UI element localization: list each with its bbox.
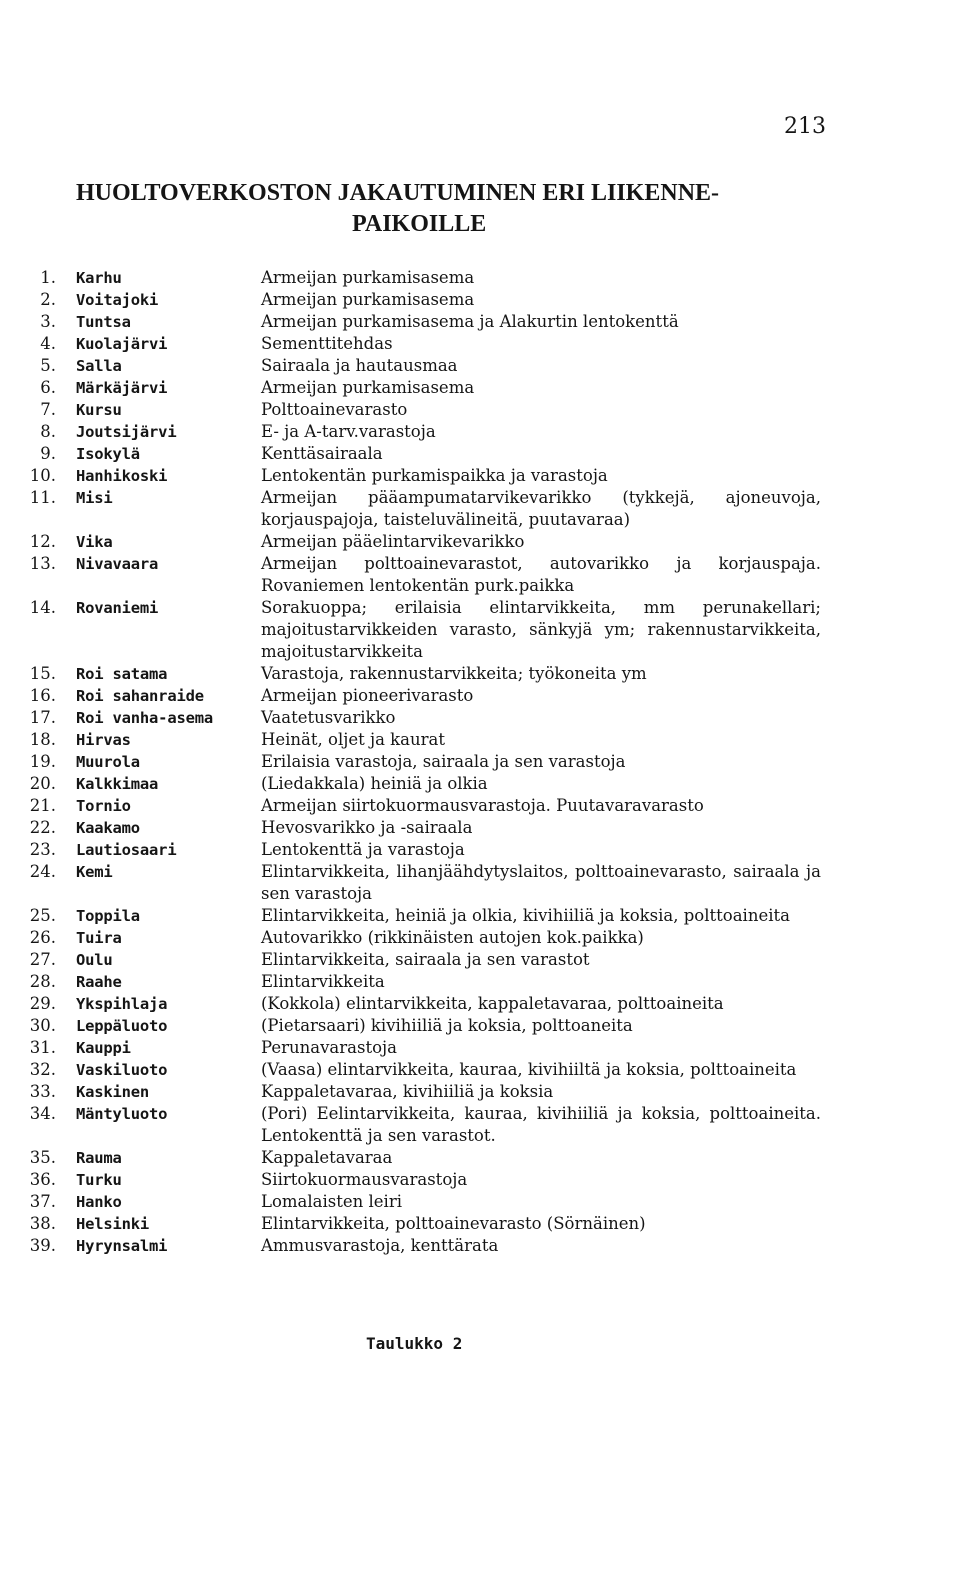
- entry-place: Hanko: [76, 1193, 122, 1211]
- entry-description: Kenttäsairaala: [261, 444, 383, 463]
- title-line-1: HUOLTOVERKOSTON JAKAUTUMINEN ERI LIIKENNE-: [76, 180, 720, 206]
- entry-place: Toppila: [76, 907, 140, 925]
- entry-place: Tuntsa: [76, 313, 131, 331]
- entry-number: 10.: [29, 466, 56, 485]
- entry-number: 31.: [29, 1038, 56, 1057]
- entry-place: Lautiosaari: [76, 841, 177, 859]
- entry-place: Tornio: [76, 797, 131, 815]
- entry-place: Nivavaara: [76, 555, 159, 573]
- entry-description: (Pietarsaari) kivihiiliä ja koksia, polttoaneita: [261, 1016, 633, 1035]
- entry-number: 26.: [29, 928, 56, 947]
- entry-number: 29.: [29, 994, 56, 1013]
- entry-description: Armeijan purkamisasema: [261, 290, 475, 309]
- entry-description: Heinät, oljet ja kaurat: [261, 730, 445, 749]
- entry-place: Misi: [76, 489, 113, 507]
- list-item: [0, 1081, 960, 1103]
- entry-number: 4.: [40, 334, 56, 353]
- entry-description: Armeijan pioneerivarasto: [261, 686, 474, 705]
- list-item: [0, 839, 960, 861]
- entry-number: 12.: [29, 532, 56, 551]
- entry-place: Mäntyluoto: [76, 1105, 168, 1123]
- entry-place: Isokylä: [76, 445, 140, 463]
- entry-number: 38.: [29, 1214, 56, 1233]
- list-item: [0, 355, 960, 377]
- list-item: [0, 377, 960, 399]
- entry-description: Lentokenttä ja varastoja: [261, 840, 465, 859]
- entry-description: Armeijan pääampumatarvikevarikko (tykkejä, ajoneuvoja, korjauspajoja, taisteluvälineitä, puutavaraa): [261, 488, 821, 529]
- list-item: [0, 1191, 960, 1213]
- entry-place: Hanhikoski: [76, 467, 168, 485]
- entry-description: Lomalaisten leiri: [261, 1192, 402, 1211]
- entry-description: Armeijan polttoainevarastot, autovarikko ja korjauspaja. Rovaniemen lentokentän purk.paikka: [261, 554, 821, 595]
- entry-number: 30.: [29, 1016, 56, 1035]
- list-item: [0, 421, 960, 443]
- list-item: [0, 1103, 960, 1147]
- entry-description: Elintarvikkeita: [261, 972, 385, 991]
- entry-description: Erilaisia varastoja, sairaala ja sen varastoja: [261, 752, 626, 771]
- entry-place: Roi sahanraide: [76, 687, 204, 705]
- entry-description: Ammusvarastoja, kenttärata: [261, 1236, 499, 1255]
- entry-description: (Kokkola) elintarvikkeita, kappaletavaraa, polttoaineita: [261, 994, 724, 1013]
- entry-number: 20.: [29, 774, 56, 793]
- list-item: [0, 729, 960, 751]
- entry-place: Oulu: [76, 951, 113, 969]
- entry-number: 32.: [29, 1060, 56, 1079]
- title-line-2: PAIKOILLE: [352, 211, 487, 237]
- entry-number: 16.: [29, 686, 56, 705]
- entry-place: Helsinki: [76, 1215, 150, 1233]
- entry-number: 34.: [29, 1104, 56, 1123]
- entry-place: Rovaniemi: [76, 599, 159, 617]
- list-item: [0, 1169, 960, 1191]
- entry-number: 5.: [40, 356, 56, 375]
- entry-number: 23.: [29, 840, 56, 859]
- entry-place: Rauma: [76, 1149, 122, 1167]
- entry-number: 22.: [29, 818, 56, 837]
- entry-number: 1.: [40, 268, 56, 287]
- list-item: [0, 465, 960, 487]
- entry-description: Perunavarastoja: [261, 1038, 397, 1057]
- entry-description: Autovarikko (rikkinäisten autojen kok.paikka): [261, 928, 644, 947]
- entry-place: Raahe: [76, 973, 122, 991]
- entry-number: 21.: [29, 796, 56, 815]
- entry-place: Ykspihlaja: [76, 995, 168, 1013]
- entry-place: Karhu: [76, 269, 122, 287]
- entry-place: Kursu: [76, 401, 122, 419]
- entry-description: (Pori) Eelintarvikkeita, kauraa, kivihiiliä ja koksia, polttoaineita. Lentokenttä ja sen varastot.: [261, 1104, 821, 1145]
- entry-description: (Vaasa) elintarvikkeita, kauraa, kivihiiltä ja koksia, polttoaineita: [261, 1060, 797, 1079]
- list-item: [0, 663, 960, 685]
- list-item: [0, 311, 960, 333]
- table-caption: Taulukko 2: [366, 1334, 463, 1353]
- entry-description: Sorakuoppa; erilaisia elintarvikkeita, mm perunakellari; majoitustarvikkeiden varasto, sänkyjä ym; rakennustarvikkeita, majoitustarvikkeita: [261, 598, 821, 661]
- list-item: [0, 1059, 960, 1081]
- entry-description: Kappaletavaraa, kivihiiliä ja koksia: [261, 1082, 554, 1101]
- list-item: [0, 531, 960, 553]
- entry-number: 14.: [29, 598, 56, 617]
- entry-place: Märkäjärvi: [76, 379, 168, 397]
- entry-place: Joutsijärvi: [76, 423, 177, 441]
- entry-number: 35.: [29, 1148, 56, 1167]
- page-number: 213: [784, 114, 826, 139]
- list-item: [0, 971, 960, 993]
- entry-description: Armeijan siirtokuormausvarastoja. Puutavaravarasto: [261, 796, 704, 815]
- entry-place: Roi satama: [76, 665, 168, 683]
- entry-place: Kemi: [76, 863, 113, 881]
- list-item: [0, 1213, 960, 1235]
- entry-description: Elintarvikkeita, heiniä ja olkia, kivihiiliä ja koksia, polttoaineita: [261, 906, 790, 925]
- entry-description: Armeijan purkamisasema: [261, 378, 475, 397]
- entry-number: 36.: [29, 1170, 56, 1189]
- entry-place: Kauppi: [76, 1039, 131, 1057]
- entry-number: 28.: [29, 972, 56, 991]
- list-item: [0, 333, 960, 355]
- entry-number: 24.: [29, 862, 56, 881]
- entry-description: Varastoja, rakennustarvikkeita; työkoneita ym: [261, 664, 647, 683]
- list-item: [0, 1037, 960, 1059]
- entry-number: 9.: [40, 444, 56, 463]
- list-item: [0, 1147, 960, 1169]
- entry-description: Lentokentän purkamispaikka ja varastoja: [261, 466, 608, 485]
- list-item: [0, 949, 960, 971]
- entry-number: 15.: [29, 664, 56, 683]
- entry-number: 27.: [29, 950, 56, 969]
- entry-description: Elintarvikkeita, polttoainevarasto (Sörnäinen): [261, 1214, 646, 1233]
- list-item: [0, 399, 960, 421]
- entry-place: Turku: [76, 1171, 122, 1189]
- entry-description: Siirtokuormausvarastoja: [261, 1170, 468, 1189]
- entry-number: 11.: [29, 488, 56, 507]
- entry-description: Elintarvikkeita, sairaala ja sen varastot: [261, 950, 590, 969]
- list-item: [0, 905, 960, 927]
- entry-place: Kuolajärvi: [76, 335, 168, 353]
- entry-place: Tuira: [76, 929, 122, 947]
- entry-description: Elintarvikkeita, lihanjäähdytyslaitos, polttoainevarasto, sairaala ja sen varastoja: [261, 862, 821, 903]
- entry-place: Vaskiluoto: [76, 1061, 168, 1079]
- list-item: [0, 487, 960, 531]
- entry-number: 33.: [29, 1082, 56, 1101]
- entry-place: Vika: [76, 533, 113, 551]
- entry-number: 37.: [29, 1192, 56, 1211]
- list-item: [0, 553, 960, 597]
- entry-description: Sementtitehdas: [261, 334, 393, 353]
- entry-description: Kappaletavaraa: [261, 1148, 393, 1167]
- entry-number: 18.: [29, 730, 56, 749]
- entry-place: Muurola: [76, 753, 140, 771]
- entry-description: Armeijan purkamisasema: [261, 268, 475, 287]
- list-item: [0, 927, 960, 949]
- entry-place: Salla: [76, 357, 122, 375]
- list-item: [0, 1235, 960, 1257]
- list-item: [0, 993, 960, 1015]
- entry-number: 2.: [40, 290, 56, 309]
- entry-number: 39.: [29, 1236, 56, 1255]
- list-item: [0, 443, 960, 465]
- list-item: [0, 685, 960, 707]
- entry-place: Roi vanha-asema: [76, 709, 213, 727]
- entry-description: Vaatetusvarikko: [261, 708, 396, 727]
- entry-number: 25.: [29, 906, 56, 925]
- entry-number: 17.: [29, 708, 56, 727]
- entry-place: Kaakamo: [76, 819, 140, 837]
- list-item: [0, 597, 960, 663]
- entry-description: Armeijan pääelintarvikevarikko: [261, 532, 525, 551]
- entry-description: Polttoainevarasto: [261, 400, 408, 419]
- entry-description: Hevosvarikko ja -sairaala: [261, 818, 473, 837]
- entry-description: E- ja A-tarv.varastoja: [261, 422, 436, 441]
- list-item: [0, 707, 960, 729]
- list-item: [0, 751, 960, 773]
- entry-description: Sairaala ja hautausmaa: [261, 356, 458, 375]
- list-item: [0, 289, 960, 311]
- entry-description: Armeijan purkamisasema ja Alakurtin lentokenttä: [261, 312, 679, 331]
- list-item: [0, 795, 960, 817]
- list-item: [0, 267, 960, 289]
- entry-place: Leppäluoto: [76, 1017, 168, 1035]
- entry-place: Hyrynsalmi: [76, 1237, 168, 1255]
- list-item: [0, 861, 960, 905]
- list-item: [0, 1015, 960, 1037]
- entry-number: 7.: [40, 400, 56, 419]
- entry-number: 19.: [29, 752, 56, 771]
- entry-place: Kaskinen: [76, 1083, 150, 1101]
- list-item: [0, 817, 960, 839]
- entry-number: 6.: [40, 378, 56, 397]
- entries-list: [0, 267, 960, 1257]
- entry-number: 8.: [40, 422, 56, 441]
- entry-description: (Liedakkala) heiniä ja olkia: [261, 774, 488, 793]
- entry-place: Voitajoki: [76, 291, 159, 309]
- entry-place: Kalkkimaa: [76, 775, 159, 793]
- entry-number: 3.: [40, 312, 56, 331]
- entry-place: Hirvas: [76, 731, 131, 749]
- entry-number: 13.: [29, 554, 56, 573]
- list-item: [0, 773, 960, 795]
